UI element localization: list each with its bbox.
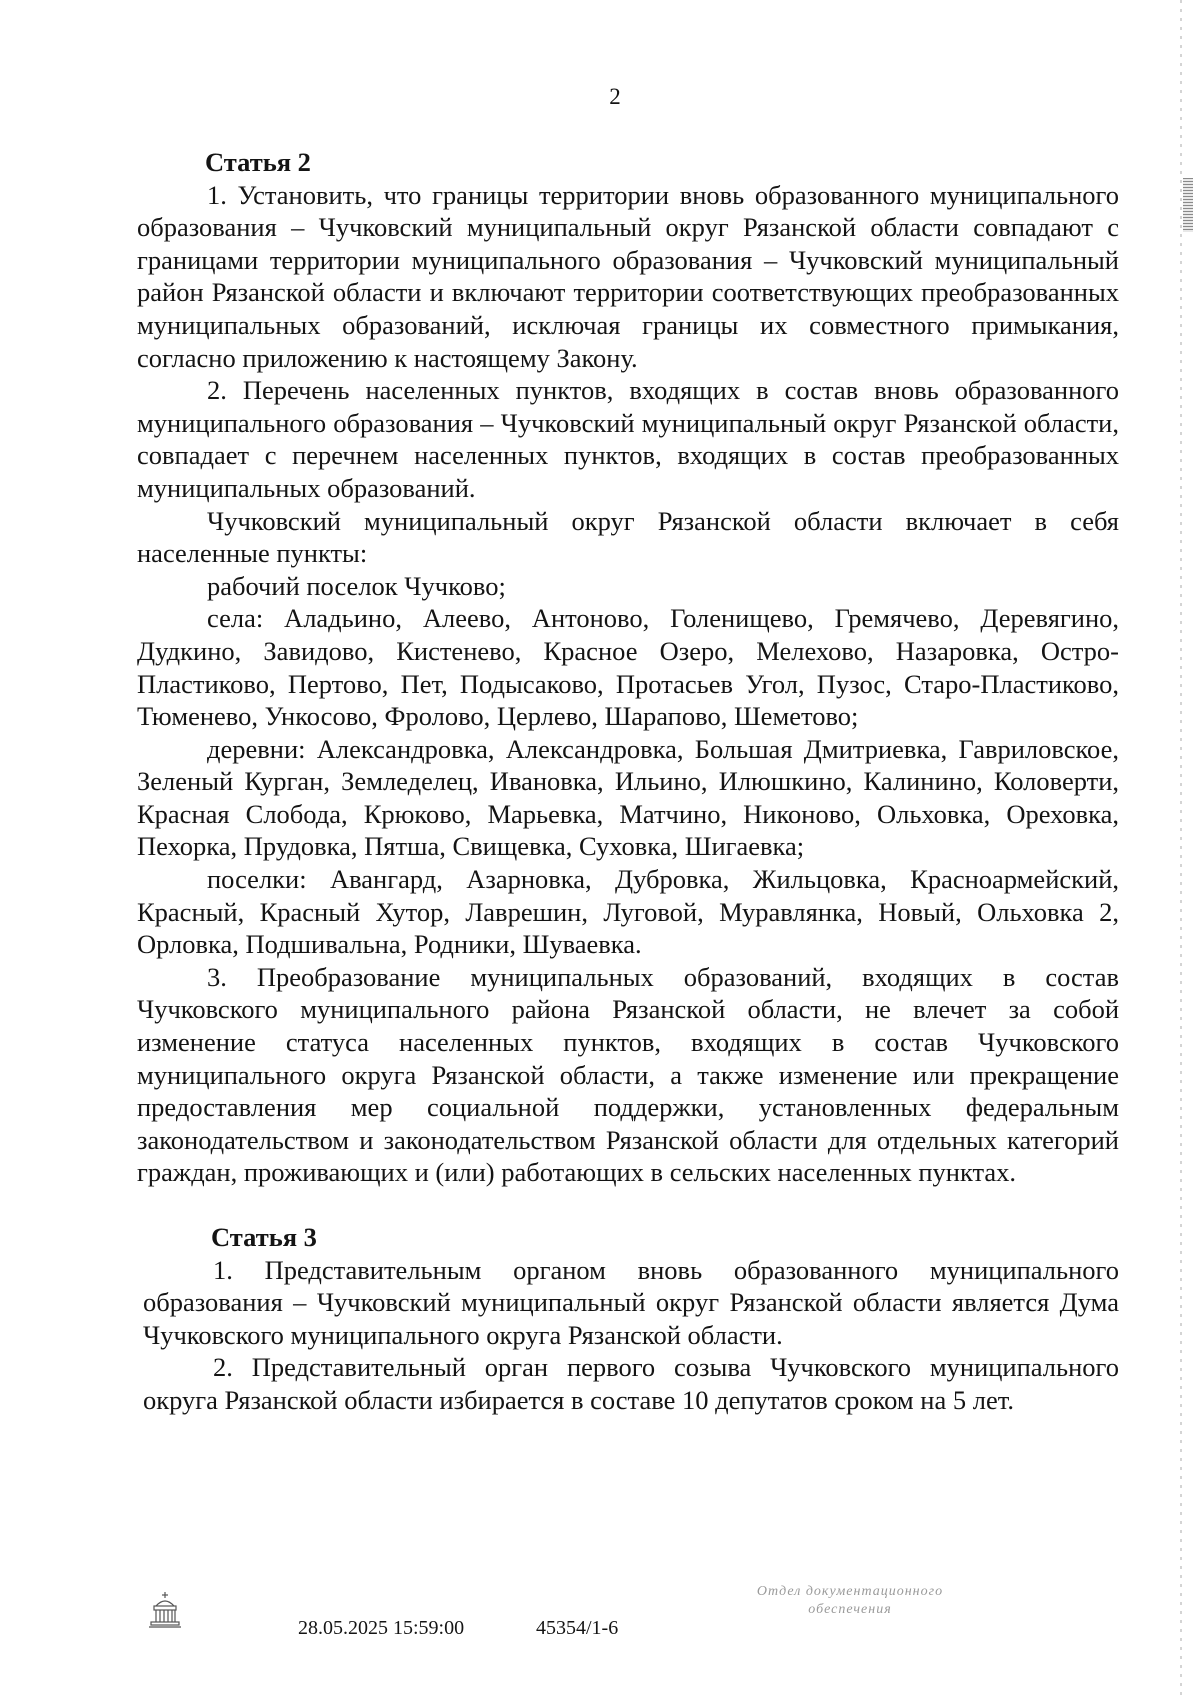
article-2-settlements-list: поселки: Авангард, Азарновка, Дубровка, Жильцовка, Красноармейский, Красный, Красный Хутор, Лаврешин, Луговой, Муравлянка, Новый, Ольховка 2, Орловка, Подшивальна, Родники, Шуваевка. <box>137 864 1119 960</box>
article-2-workers-settlement: рабочий поселок Чучково; <box>207 570 506 601</box>
article-2-hamlets-list: деревни: Александровка, Александровка, Большая Дмитриевка, Гавриловское, Зеленый Курган, Земледелец, Ивановка, Ильино, Илюшкино, Калинино, Коловерти, Красная Слобода, Крюково, Марьевка, Матчино, Никоново, Ольховка, Ореховка, Пехорка, Прудовка, Пятша, Свищевка, Суховка, Шигаевка; <box>137 733 1119 862</box>
article-2-heading: Статья 2 <box>205 147 311 177</box>
article-2-villages-list: села: Аладьино, Алеево, Антоново, Голенищево, Гремячево, Деревягино, Дудкино, Завидово, Кистенево, Красное Озеро, Мелехово, Назаровка, Остро-Пластиково, Пертово, Пет, Подысаково, Протасьев Угол, Пузос, Старо-Пластиково, Тюменево, Ункосово, Фролово, Церлево, Шарапово, Шеметово; <box>137 603 1119 732</box>
article-2-paragraph-2: 2. Перечень населенных пунктов, входящих в состав вновь образованного муниципального образования – Чучковский муниципальный округ Рязанской области, совпадает с перечнем населенных пунктов, входящих в состав преобразованных муниципальных образований. <box>137 375 1119 503</box>
article-2-paragraph-3: 3. Преобразование муниципальных образований, входящих в состав Чучковского муниципального района Рязанской области, не влечет за собой изменение статуса населенных пунктов, входящих в состав Чучковского муниципального округа Рязанской области, а также изменение или прекращение предоставления мер социальной поддержки, установленных федеральным законодательством и законодательством Рязанской области для отдельных категорий граждан, проживающих и (или) работающих в сельских населенных пунктах. <box>137 961 1119 1188</box>
document-body <box>137 146 1119 1417</box>
article-3-heading: Статья 3 <box>211 1222 317 1252</box>
parliament-emblem-icon <box>145 1590 185 1630</box>
stamp-line-2: обеспечения <box>808 1602 892 1617</box>
article-2-settlements-intro: Чучковский муниципальный округ Рязанской области включает в себя населенные пункты: <box>137 505 1119 569</box>
article-2-paragraph-1: 1. Установить, что границы территории вновь образованного муниципального образования – Чучковский муниципальный округ Рязанской области совпадают с границами территории муниципального образования – Чучковский муниципальный район Рязанской области и включают территории соответствующих преобразованных муниципальных образований, исключая границы их совместного примыкания, согласно приложению к настоящему Закону. <box>137 179 1119 373</box>
stamp-line-1: Отдел документационного <box>756 1584 944 1599</box>
page-number: 2 <box>609 84 621 109</box>
scan-edge-artifact <box>1180 0 1182 1695</box>
article-3-paragraph-2: 2. Представительный орган первого созыва Чучковского муниципального округа Рязанской области избирается в составе 10 депутатов сроком на 5 лет. <box>143 1352 1119 1415</box>
footer-datetime: 28.05.2025 15:59:00 <box>298 1617 465 1639</box>
scan-mark-artifact <box>1183 178 1193 232</box>
article-3-paragraph-1: 1. Представительным органом вновь образованного муниципального образования – Чучковский муниципальный округ Рязанской области является Дума Чучковского муниципального округа Рязанской области. <box>143 1254 1119 1350</box>
footer-document-number: 45354/1-6 <box>536 1617 619 1639</box>
department-stamp <box>700 1583 1000 1619</box>
